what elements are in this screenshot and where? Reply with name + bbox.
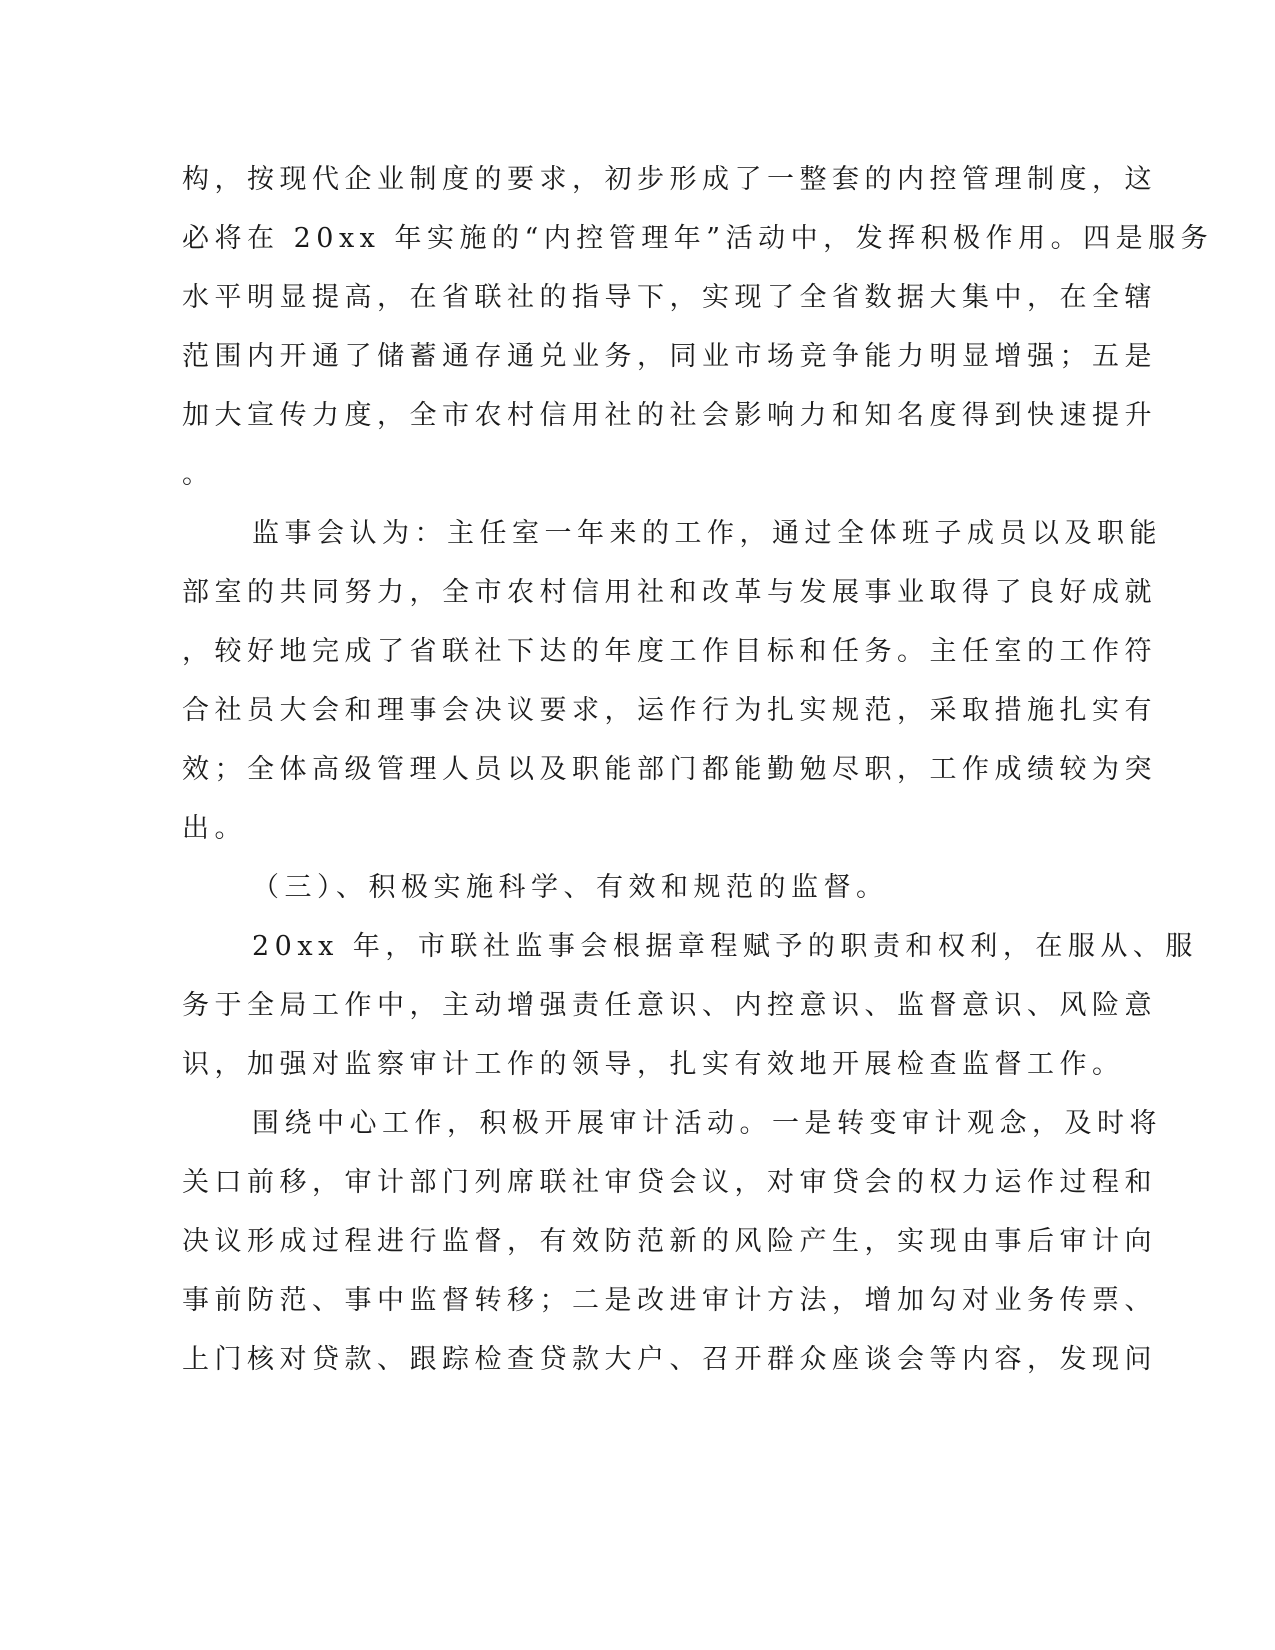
text-line: 构，按现代企业制度的要求，初步形成了一整套的内控管理制度，这 <box>182 164 1157 195</box>
paragraph-first-line: 20xx 年，市联社监事会根据章程赋予的职责和权利，在服从、服 <box>252 931 1198 962</box>
text-line: ，较好地完成了省联社下达的年度工作目标和任务。主任室的工作符 <box>182 636 1157 667</box>
text-line: 务于全局工作中，主动增强责任意识、内控意识、监督意识、风险意 <box>182 990 1157 1021</box>
text-line: 识，加强对监察审计工作的领导，扎实有效地开展检查监督工作。 <box>182 1049 1125 1080</box>
text-line: 合社员大会和理事会决议要求，运作行为扎实规范，采取措施扎实有 <box>182 695 1157 726</box>
text-line: 水平明显提高，在省联社的指导下，实现了全省数据大集中，在全辖 <box>182 282 1157 313</box>
text-line: 上门核对贷款、跟踪检查贷款大户、召开群众座谈会等内容，发现问 <box>182 1344 1157 1375</box>
text-line: 关口前移，审计部门列席联社审贷会议，对审贷会的权力运作过程和 <box>182 1167 1157 1198</box>
text-line: 事前防范、事中监督转移；二是改进审计方法，增加勾对业务传票、 <box>182 1285 1157 1316</box>
text-line: 必将在 20xx 年实施的“内控管理年”活动中，发挥积极作用。四是服务 <box>182 223 1214 254</box>
text-line: 。 <box>182 459 215 490</box>
text-line: 出。 <box>182 813 247 844</box>
section-heading: （三）、积极实施科学、有效和规范的监督。 <box>252 872 889 903</box>
text-line: 加大宣传力度，全市农村信用社的社会影响力和知名度得到快速提升 <box>182 400 1157 431</box>
paragraph-first-line: 监事会认为：主任室一年来的工作，通过全体班子成员以及职能 <box>252 518 1162 549</box>
paragraph-first-line: 围绕中心工作，积极开展审计活动。一是转变审计观念，及时将 <box>252 1108 1162 1139</box>
text-line: 决议形成过程进行监督，有效防范新的风险产生，实现由事后审计向 <box>182 1226 1157 1257</box>
text-line: 效；全体高级管理人员以及职能部门都能勤勉尽职，工作成绩较为突 <box>182 754 1157 785</box>
text-line: 部室的共同努力，全市农村信用社和改革与发展事业取得了良好成就 <box>182 577 1157 608</box>
text-line: 范围内开通了储蓄通存通兑业务，同业市场竞争能力明显增强；五是 <box>182 341 1157 372</box>
